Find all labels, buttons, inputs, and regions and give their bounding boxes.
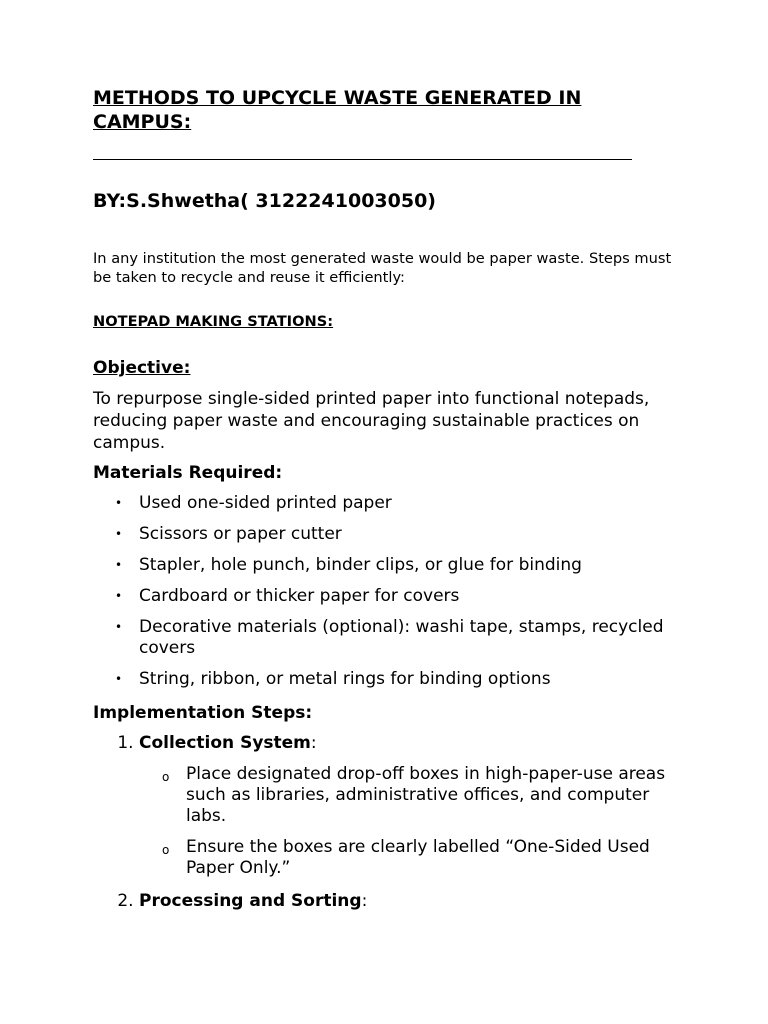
author-line: BY:S.Shwetha( 3122241003050) [93,190,436,212]
step-title: Collection System [139,733,311,753]
list-item-text: Place designated drop-off boxes in high-paper-use areas such as libraries, administrative offices, and computer labs. [186,764,666,826]
bullet-icon: • [115,672,123,686]
document-title: METHODS TO UPCYCLE WASTE GENERATED IN CAMPUS: [93,87,582,133]
list-item [93,524,693,545]
list-item-text: Cardboard or thicker paper for covers [139,586,460,606]
list-item [93,586,693,607]
implementation-heading: Implementation Steps: [93,703,313,723]
horizontal-rule [93,159,632,160]
bullet-icon: • [115,558,123,572]
list-item [93,617,693,659]
list-item [93,764,693,827]
intro-paragraph: In any institution the most generated waste would be paper waste. Steps must be taken to recycle and reuse it efficiently: [93,250,672,286]
step-1 [93,732,317,754]
list-item-text: Decorative materials (optional): washi tape, stamps, recycled covers [139,617,664,658]
step-1-sublist [93,764,693,889]
list-item-text: String, ribbon, or metal rings for binding options [139,669,551,689]
list-item-text: Ensure the boxes are clearly labelled “One-Sided Used Paper Only.” [186,837,650,878]
step-number: 1. [117,733,134,753]
step-suffix: : [361,891,368,911]
step-2 [93,890,367,912]
objective-text: To repurpose single-sided printed paper into functional notepads, reducing paper waste and encouraging sustainable practices on campus. [93,389,650,453]
list-item [93,493,693,514]
list-item-text: Stapler, hole punch, binder clips, or glue for binding [139,555,582,575]
sub-bullet-icon: o [162,843,170,857]
step-title: Processing and Sorting [139,891,362,911]
bullet-icon: • [115,496,123,510]
bullet-icon: • [115,527,123,541]
section-heading: NOTEPAD MAKING STATIONS: [93,313,334,330]
list-item [93,555,693,576]
objective-heading: Objective: [93,358,191,378]
bullet-icon: • [115,589,123,603]
step-number: 2. [117,891,134,911]
list-item [93,669,693,690]
bullet-icon: • [115,620,123,634]
list-item [93,837,693,879]
materials-heading: Materials Required: [93,463,283,483]
list-item-text: Scissors or paper cutter [139,524,342,544]
sub-bullet-icon: o [162,770,170,784]
list-item-text: Used one-sided printed paper [139,493,392,513]
materials-list [93,493,693,700]
step-suffix: : [310,733,317,753]
